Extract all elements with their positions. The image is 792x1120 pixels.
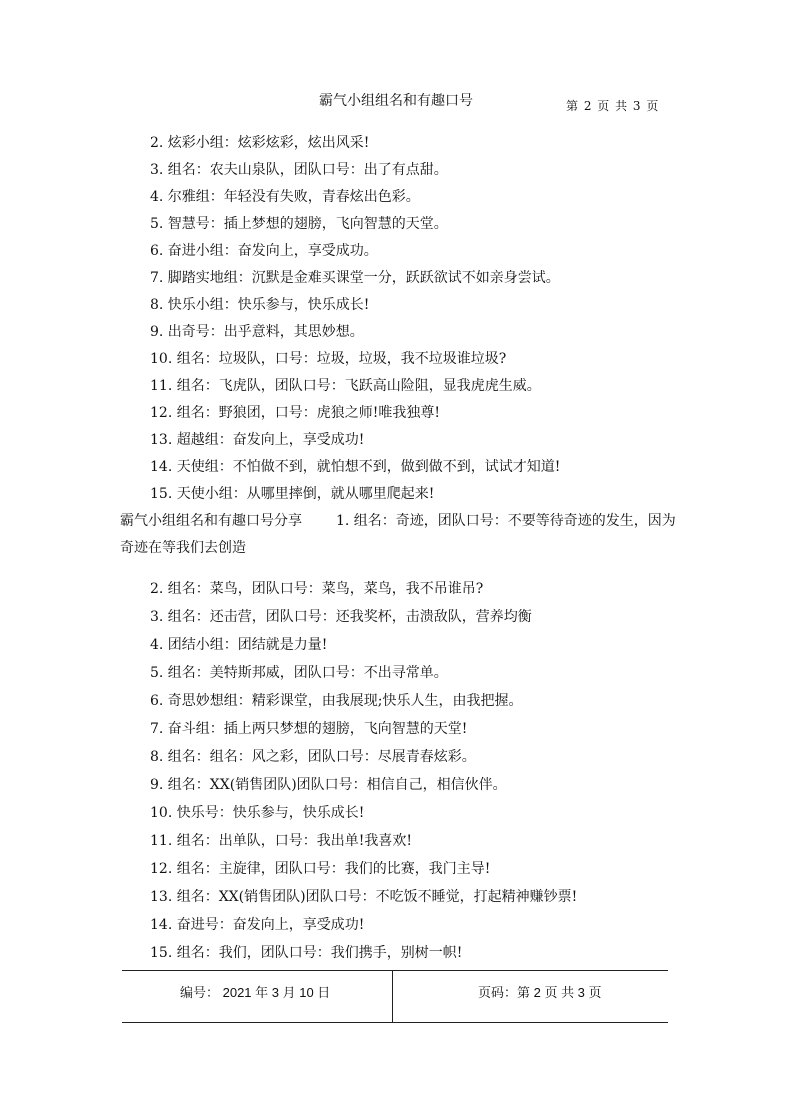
section-intro	[120, 508, 680, 562]
list-item: 5. 智慧号：插上梦想的翅膀，飞向智慧的天堂。	[150, 216, 448, 232]
list-item: 12. 组名：野狼团，口号：虎狼之师!唯我独尊!	[150, 405, 440, 421]
list-item: 3. 组名：农夫山泉队，团队口号：出了有点甜。	[150, 162, 448, 178]
list-item: 7. 奋斗组：插上两只梦想的翅膀，飞向智慧的天堂!	[150, 721, 468, 737]
list-item: 9. 组名：XX(销售团队)团队口号：相信自己，相信伙伴。	[150, 777, 507, 793]
footer-page-number: 页码：第 2 页 共 3 页	[478, 985, 602, 1000]
list-item: 4. 尔雅组：年轻没有失败，青春炫出色彩。	[150, 189, 420, 205]
list-item: 5. 组名：美特斯邦威，团队口号：不出寻常单。	[150, 665, 448, 681]
section-heading: 霸气小组组名和有趣口号分享	[120, 513, 302, 529]
list-item: 12. 组名：主旋律，团队口号：我们的比赛，我门主导!	[150, 861, 491, 877]
list-item: 13. 组名：XX(销售团队)团队口号：不吃饭不睡觉，打起精神赚钞票!	[150, 889, 578, 905]
list-item: 4. 团结小组：团结就是力量!	[150, 637, 328, 653]
list-item: 15. 天使小组：从哪里摔倒，就从哪里爬起来!	[150, 486, 435, 502]
list-item: 2. 组名：菜鸟，团队口号：菜鸟，菜鸟，我不吊谁吊?	[150, 581, 484, 597]
list-item: 6. 奇思妙想组：精彩课堂，由我展现;快乐人生，由我把握。	[150, 693, 523, 709]
list-item: 14. 天使组：不怕做不到，就怕想不到，做到做不到，试试才知道!	[150, 459, 561, 475]
footer-column-divider	[392, 970, 393, 1023]
list-item: 6. 奋进小组：奋发向上，享受成功。	[150, 243, 378, 259]
list-item: 3. 组名：还击营，团队口号：还我奖杯，击溃敌队，营养均衡	[150, 609, 532, 625]
page-indicator: 第 2 页 共 3 页	[566, 99, 660, 113]
list-item: 10. 快乐号：快乐参与，快乐成长!	[150, 805, 365, 821]
list-item: 13. 超越组：奋发向上，享受成功!	[150, 432, 365, 448]
list-item: 11. 组名：飞虎队，团队口号：飞跃高山险阻，显我虎虎生威。	[150, 378, 541, 394]
list-item: 10. 组名：垃圾队，口号：垃圾，垃圾，我不垃圾谁垃圾?	[150, 351, 507, 367]
list-item: 1. 组名：奇迹，团队口号：不要等待奇迹的发生，因为奇迹在等我们去创造	[120, 513, 676, 556]
list-item: 15. 组名：我们，团队口号：我们携手，别树一帜!	[150, 945, 463, 961]
list-item: 7. 脚踏实地组：沉默是金难买课堂一分，跃跃欲试不如亲身尝试。	[150, 270, 560, 286]
list-item: 8. 快乐小组：快乐参与，快乐成长!	[150, 297, 370, 313]
footer-bottom-divider	[122, 1022, 668, 1023]
list-item: 8. 组名：组名：风之彩，团队口号：尽展青春炫彩。	[150, 749, 476, 765]
document-title: 霸气小组组名和有趣口号	[319, 93, 473, 109]
list-item: 11. 组名：出单队，口号：我出单!我喜欢!	[150, 833, 412, 849]
footer-number: 编号： 2021 年 3 月 10 日	[180, 985, 331, 1000]
list-item: 9. 出奇号：出乎意料，其思妙想。	[150, 324, 364, 340]
list-item: 2. 炫彩小组：炫彩炫彩，炫出风采!	[150, 135, 370, 151]
list-item: 14. 奋进号：奋发向上，享受成功!	[150, 917, 365, 933]
footer-top-divider	[122, 970, 668, 971]
